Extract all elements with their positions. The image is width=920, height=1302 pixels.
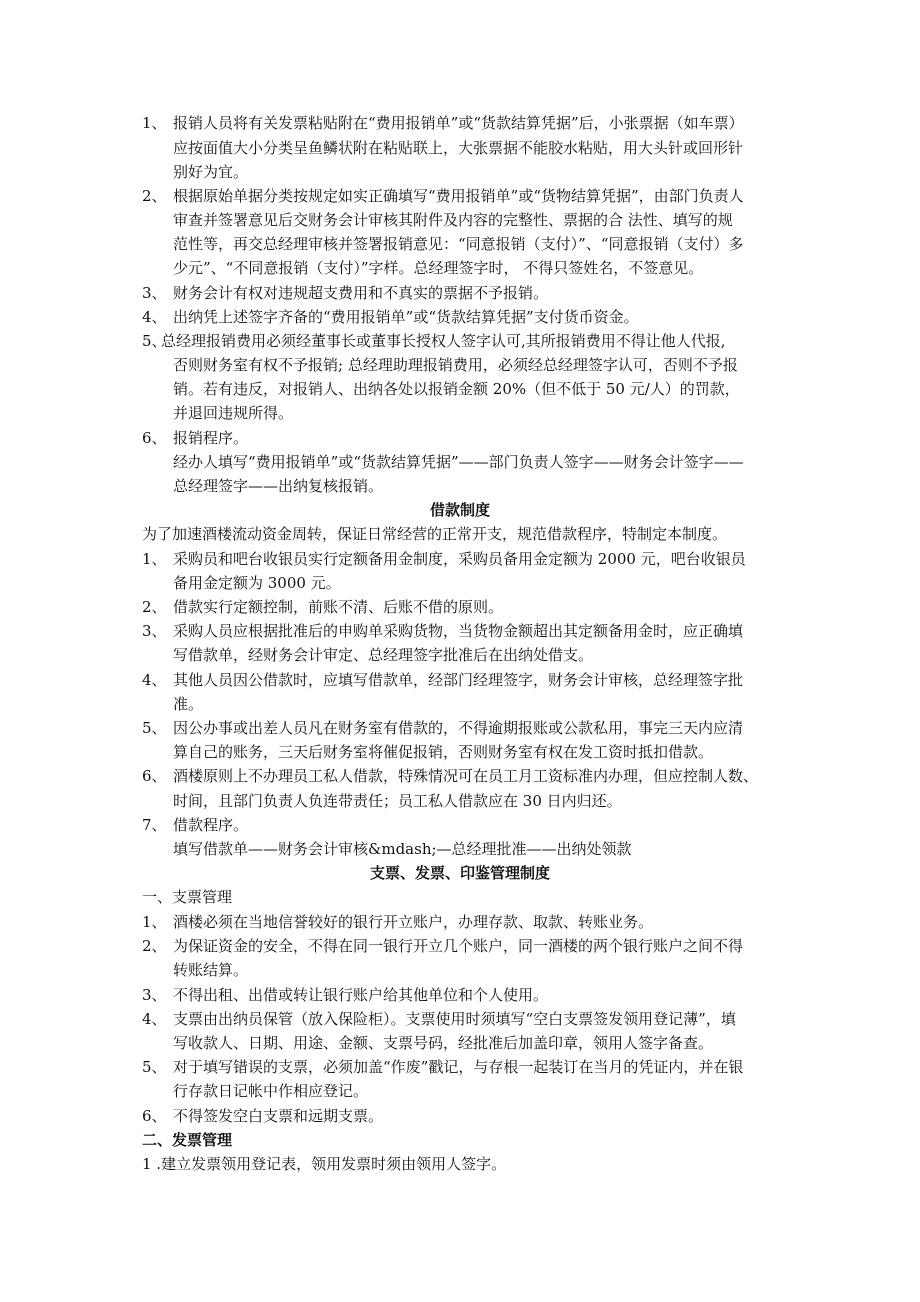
section-title-management: 支票、发票、印鉴管理制度: [369, 864, 550, 882]
item-text: 采购人员应根据批准后的申购单采购货物，当货物金额超出其定额备用金时，应正确填: [173, 622, 744, 640]
item-number: 1、: [142, 550, 167, 568]
item-number: 3、: [142, 986, 167, 1004]
item-text: 并退回违规所得。: [173, 404, 294, 422]
subsection-cheque: 一、支票管理: [142, 888, 233, 906]
item-number: 5、: [142, 1058, 167, 1076]
subsection-invoice: 二、发票管理: [142, 1131, 233, 1149]
item-text: 审查并签署意见后交财务会计审核其附件及内容的完整性、票据的合 法性、填写的规: [173, 211, 733, 229]
item-text: 写借款单，经财务会计审定、总经理签字批准后在出纳处借支。: [173, 646, 594, 664]
item-text: 支票由出纳员保管（放入保险柜）。支票使用时须填写“空白支票签发领用登记薄”，填: [173, 1010, 736, 1028]
invoice-item-1: 1 .建立发票领用登记表，领用发票时须由领用人签字。: [142, 1155, 507, 1173]
item-text: 其他人员因公借款时，应填写借款单，经部门经理签字，财务会计审核，总经理签字批: [173, 671, 744, 689]
item-text: 不得出租、出借或转让银行账户给其他单位和个人使用。: [173, 986, 549, 1004]
item-text: 转账结算。: [173, 961, 249, 979]
item-text: 根据原始单据分类按规定如实正确填写“费用报销单”或“货物结算凭据”，由部门负责人: [173, 187, 744, 205]
item-text: 销。若有违反，对报销人、出纳各处以报销金额 20%（但不低于 50 元/人）的罚款，: [173, 380, 740, 398]
item-text: 总经理报销费用必须经董事长或董事长授权人签字认可,其所报销费用不得让他人代报,: [161, 332, 726, 350]
item-number: 6、: [142, 1107, 167, 1125]
item-text: 备用金定额为 3000 元。: [173, 574, 341, 592]
item-number: 2、: [142, 937, 167, 955]
item-text: 因公办事或出差人员凡在财务室有借款的，不得逾期报账或公款私用，事完三天内应清: [173, 719, 744, 737]
loan-intro: 为了加速酒楼流动资金周转，保证日常经营的正常开支，规范借款程序，特制定本制度。: [142, 525, 728, 543]
item-number: 5、: [142, 332, 167, 350]
item-text: 采购员和吧台收银员实行定额备用金制度，采购员备用金定额为 2000 元，吧台收银员: [173, 550, 746, 568]
item-number: 6、: [142, 429, 167, 447]
item-text: 范性等，再交总经理审核并签署报销意见：“同意报销（支付）”、“同意报销（支付）多: [173, 235, 744, 253]
item-number: 4、: [142, 671, 167, 689]
item-text: 酒楼原则上不办理员工私人借款，特殊情况可在员工月工资标准内办理，但应控制人数、: [173, 767, 759, 785]
item-number: 4、: [142, 308, 167, 326]
item-text: 不得签发空白支票和远期支票。: [173, 1107, 384, 1125]
item-number: 5、: [142, 719, 167, 737]
item-text: 行存款日记帐中作相应登记。: [173, 1082, 369, 1100]
item-text: 财务会计有权对违规超支费用和不真实的票据不予报销。: [173, 284, 549, 302]
item-text: 少元”、“不同意报销（支付）”字样。总经理签字时， 不得只签姓名，不签意见。: [173, 259, 704, 277]
item-text: 填写借款单——财务会计审核&mdash;—总经理批准——出纳处领款: [173, 840, 632, 858]
item-text: 应按面值大小分类呈鱼鳞状附在粘贴联上，大张票据不能胶水粘贴，用大头针或回形针: [173, 139, 744, 157]
item-text: 否则财务室有权不予报销; 总经理助理报销费用，必须经总经理签字认可，否则不予报: [173, 356, 738, 374]
item-number: 4、: [142, 1010, 167, 1028]
item-number: 2、: [142, 187, 167, 205]
item-text: 总经理签字——出纳复核报销。: [173, 477, 384, 495]
item-text: 为保证资金的安全，不得在同一银行开立几个账户，同一酒楼的两个银行账户之间不得: [173, 937, 744, 955]
item-text: 借款实行定额控制，前账不清、后账不借的原则。: [173, 598, 504, 616]
item-number: 7、: [142, 816, 167, 834]
item-number: 3、: [142, 284, 167, 302]
item-text: 时间，且部门负责人负连带责任；员工私人借款应在 30 日内归还。: [173, 792, 622, 810]
item-number: 1、: [142, 913, 167, 931]
item-text: 报销程序。: [173, 429, 249, 447]
item-text: 准。: [173, 695, 204, 713]
item-number: 3、: [142, 622, 167, 640]
item-text: 别好为宜。: [173, 163, 249, 181]
item-number: 6、: [142, 767, 167, 785]
item-text: 对于填写错误的支票，必须加盖“作废”戳记，与存根一起装订在当月的凭证内，并在银: [173, 1058, 744, 1076]
item-text: 借款程序。: [173, 816, 249, 834]
item-text: 报销人员将有关发票粘贴附在“费用报销单”或“货款结算凭据”后，小张票据（如车票）: [173, 114, 744, 132]
item-number: 2、: [142, 598, 167, 616]
item-text: 出纳凭上述签字齐备的“费用报销单”或“货款结算凭据”支付货币资金。: [173, 308, 639, 326]
item-text: 酒楼必须在当地信誉较好的银行开立账户，办理存款、取款、转账业务。: [173, 913, 654, 931]
item-text: 算自己的账务，三天后财务室将催促报销，否则财务室有权在发工资时抵扣借款。: [173, 743, 714, 761]
item-text: 经办人填写“费用报销单”或“货款结算凭据”——部门负责人签字——财务会计签字——: [173, 453, 744, 471]
section-title-loan: 借款制度: [429, 501, 490, 519]
item-number: 1、: [142, 114, 167, 132]
item-text: 写收款人、日期、用途、金额、支票号码，经批准后加盖印章，领用人签字备查。: [173, 1034, 714, 1052]
